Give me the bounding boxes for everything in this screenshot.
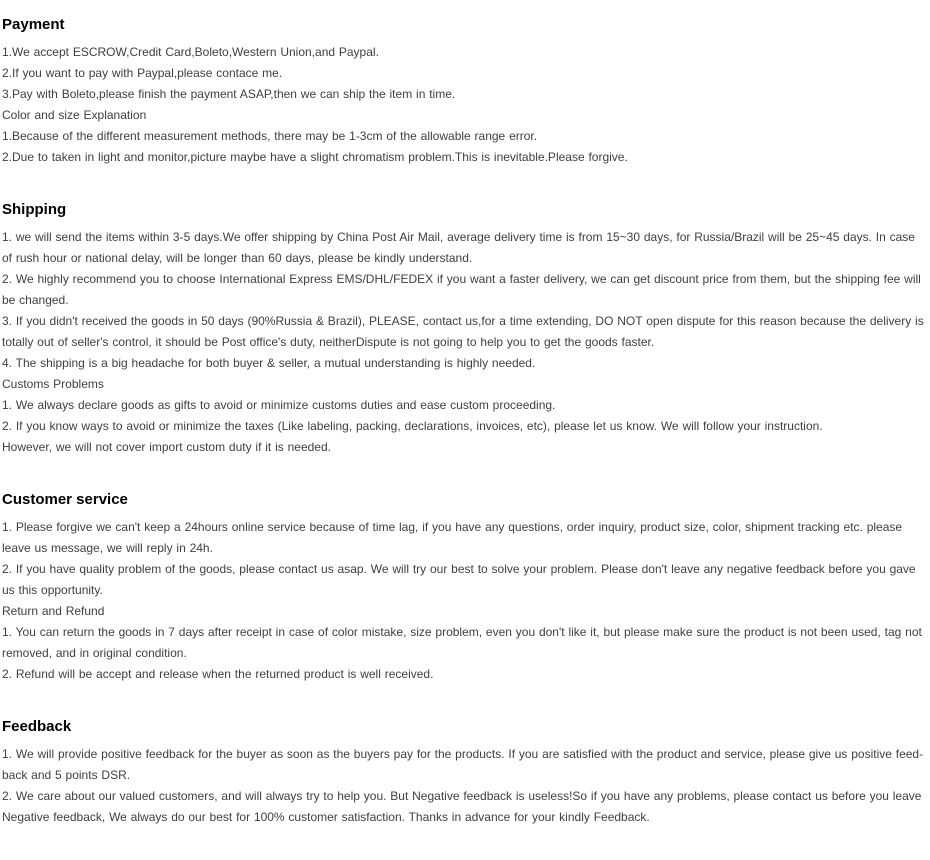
payment-heading: Payment <box>2 16 65 33</box>
shipping-paragraph: 2. We highly recommend you to choose International Express EMS/DHL/FEDEX if you want a faster delivery, we can get discount price from them, but the shipping fee will be changed. <box>2 272 921 307</box>
section-payment <box>2 13 927 168</box>
section-feedback <box>2 715 927 828</box>
shipping-paragraph: 1. we will send the items within 3-5 days.We offer shipping by China Post Air Mail, average delivery time is from 15~30 days, for Russia/Brazil will be 25~45 days. In case of rush hour or national delay, will be longer than 60 days, please be kindly understand. <box>2 230 915 265</box>
customer-service-paragraph: 1. Please forgive we can't keep a 24hours online service because of time lag, if you have any questions, order inquiry, product size, color, shipment tracking etc. please leave us message, we will reply in 24h. <box>2 520 903 555</box>
shipping-paragraph: 4. The shipping is a big headache for both buyer & seller, a mutual understanding is highly needed. <box>2 356 536 370</box>
customs-problems-subheading: Customs Problems <box>2 377 104 391</box>
payment-paragraph: 1.We accept ESCROW,Credit Card,Boleto,Western Union,and Paypal. <box>2 45 379 59</box>
feedback-heading: Feedback <box>2 718 72 735</box>
shipping-paragraph: 3. If you didn't received the goods in 50 days (90%Russia & Brazil), PLEASE, contact us,for a time extending, DO NOT open dispute for this reason because the delivery is totally out of seller's control, it should be Post office's duty, neitherDispute is not going to help you to get the goods faster. <box>2 314 924 349</box>
section-customer-service <box>2 488 927 685</box>
customer-service-paragraph: 1. You can return the goods in 7 days after receipt in case of color mistake, size problem, even you don't like it, but please make sure the product is not been used, tag not removed, and in original condition. <box>2 625 922 660</box>
shipping-paragraph: However, we will not cover import custom duty if it is needed. <box>2 440 331 454</box>
shipping-paragraph: 1. We always declare goods as gifts to avoid or minimize customs duties and ease custom proceeding. <box>2 398 556 412</box>
customer-service-paragraph: 2. If you have quality problem of the goods, please contact us asap. We will try our best to solve your problem. Please don't leave any negative feedback before you gave us this opportunity. <box>2 562 916 597</box>
customer-service-heading: Customer service <box>2 491 128 508</box>
shipping-heading: Shipping <box>2 201 67 218</box>
return-and-refund-subheading: Return and Refund <box>2 604 105 618</box>
payment-paragraph: 1.Because of the different measurement methods, there may be 1-3cm of the allowable range error. <box>2 129 538 143</box>
payment-paragraph: 3.Pay with Boleto,please finish the payment ASAP,then we can ship the item in time. <box>2 87 456 101</box>
feedback-paragraph: 2. We care about our valued customers, and will always try to help you. But Negative feedback is useless!So if you have any problems, please contact us before you leave Negative feedback, We always do our best for 100% customer satisfaction. Thanks in advance for your kindly Feedback. <box>2 789 922 824</box>
section-shipping <box>2 198 927 458</box>
payment-paragraph: 2.Due to taken in light and monitor,picture maybe have a slight chromatism problem.This is inevitable.Please forgive. <box>2 150 628 164</box>
feedback-paragraph: 1. We will provide positive feedback for the buyer as soon as the buyers pay for the products. If you are satisfied with the product and service, please give us positive feed-back and 5 points DSR. <box>2 747 924 782</box>
color-size-explanation-subheading: Color and size Explanation <box>2 108 147 122</box>
shipping-paragraph: 2. If you know ways to avoid or minimize the taxes (Like labeling, packing, declarations, invoices, etc), please let us know. We will follow your instruction. <box>2 419 823 433</box>
customer-service-paragraph: 2. Refund will be accept and release when the returned product is well received. <box>2 667 434 681</box>
payment-paragraph: 2.If you want to pay with Paypal,please contace me. <box>2 66 283 80</box>
